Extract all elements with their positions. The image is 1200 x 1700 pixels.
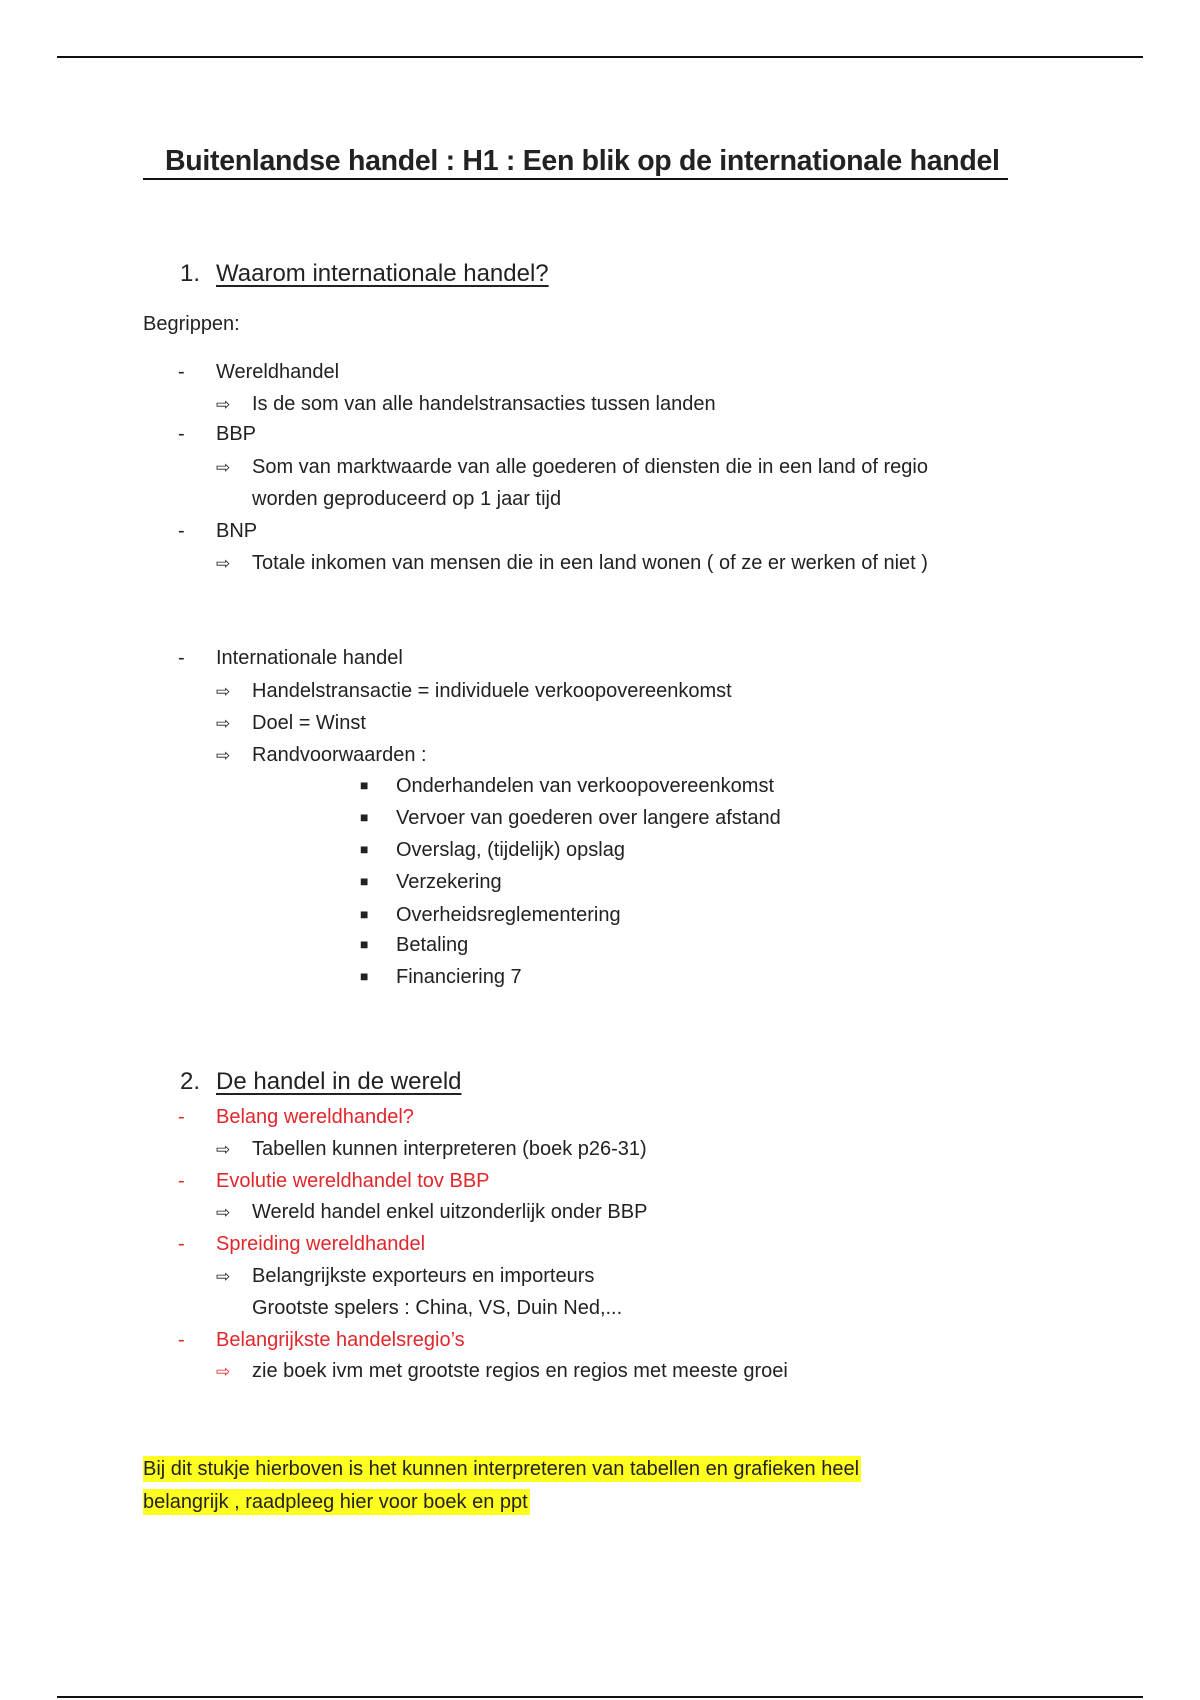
topic-note (216, 1137, 647, 1162)
square-bullet: ■ (360, 906, 369, 922)
term-item (178, 519, 257, 543)
condition-text: Overslag, (tijdelijk) opslag (396, 839, 625, 861)
note-text: Wereld handel enkel uitzonderlijk onder BBP (252, 1201, 648, 1223)
section-1-heading (180, 259, 549, 289)
section-1-title: Waarom internationale handel? (216, 260, 549, 287)
condition-item (360, 903, 621, 928)
condition-text: Vervoer van goederen over langere afstand (396, 807, 781, 829)
arrow-right-icon: ⇨ (216, 1203, 231, 1222)
point-text: Doel = Winst (252, 712, 366, 734)
section-2-number: 2. (180, 1068, 201, 1095)
point-text: Handelstransactie = individuele verkoopovereenkomst (252, 680, 732, 702)
topic-item (178, 1328, 465, 1352)
arrow-right-icon: ⇨ (216, 554, 231, 573)
point-text: Randvoorwaarden : (252, 744, 427, 766)
condition-text: Verzekering (396, 871, 502, 893)
condition-item (360, 965, 522, 990)
definition-item (216, 551, 928, 576)
term-label: Wereldhandel (216, 361, 340, 383)
condition-item (360, 838, 625, 863)
highlighted-note-line: belangrijk , raadpleeg hier voor boek en ppt (143, 1491, 528, 1513)
bottom-border-line (57, 1696, 1143, 1698)
arrow-right-icon: ⇨ (216, 714, 231, 733)
section-2-heading (180, 1067, 462, 1097)
square-bullet: ■ (360, 841, 369, 857)
definition-item (216, 392, 716, 417)
arrow-right-icon: ⇨ (216, 682, 231, 701)
topic-item (178, 1232, 425, 1256)
note-text: Tabellen kunnen interpreteren (boek p26-31) (252, 1138, 647, 1160)
concepts-label: Begrippen: (143, 313, 240, 335)
topic-label: Belangrijkste handelsregio’s (216, 1329, 465, 1351)
section-2-title: De handel in de wereld (216, 1068, 462, 1095)
note-text: zie boek ivm met grootste regios en regios met meeste groei (252, 1360, 788, 1382)
square-bullet: ■ (360, 809, 369, 825)
arrow-right-icon: ⇨ (216, 746, 231, 765)
dash-bullet: - (178, 1233, 185, 1255)
square-bullet: ■ (360, 777, 369, 793)
arrow-right-icon: ⇨ (216, 1140, 231, 1159)
square-bullet: ■ (360, 968, 369, 984)
section-1-number: 1. (180, 260, 201, 287)
point-item (216, 679, 732, 704)
topic-note (216, 1200, 647, 1225)
dash-bullet: - (178, 1329, 185, 1351)
definition-text: Is de som van alle handelstransacties tussen landen (252, 393, 716, 415)
topic-label: Evolutie wereldhandel tov BBP (216, 1170, 490, 1192)
topic-item (178, 1169, 490, 1193)
square-bullet: ■ (360, 873, 369, 889)
term-label: BBP (216, 423, 257, 445)
term-label: Internationale handel (216, 647, 403, 669)
topic-item (178, 1105, 414, 1129)
square-bullet: ■ (360, 936, 369, 952)
highlighted-note-line: Bij dit stukje hierboven is het kunnen interpreteren van tabellen en grafieken heel (143, 1458, 860, 1480)
condition-item (360, 870, 502, 895)
term-item (178, 360, 339, 384)
condition-item (360, 933, 468, 958)
term-item (178, 646, 403, 670)
definition-continuation: worden geproduceerd op 1 jaar tijd (252, 488, 562, 510)
dash-bullet: - (178, 1170, 185, 1192)
dash-bullet: - (178, 423, 185, 445)
condition-text: Onderhandelen van verkoopovereenkomst (396, 775, 775, 797)
topic-label: Spreiding wereldhandel (216, 1233, 426, 1255)
topic-label: Belang wereldhandel? (216, 1106, 414, 1128)
document-title: Buitenlandse handel : H1 : Een blik op de internationale handel (143, 144, 1008, 180)
dash-bullet: - (178, 1106, 185, 1128)
point-item (216, 711, 366, 736)
arrow-right-icon: ⇨ (216, 1267, 231, 1286)
term-item (178, 422, 256, 446)
topic-note (216, 1359, 788, 1384)
term-label: BNP (216, 520, 258, 542)
topic-note (216, 1264, 594, 1289)
point-item (216, 743, 427, 768)
condition-text: Betaling (396, 934, 469, 956)
definition-text: Totale inkomen van mensen die in een land wonen ( of ze er werken of niet ) (252, 552, 928, 574)
definition-text: Som van marktwaarde van alle goederen of diensten die in een land of regio (252, 456, 928, 478)
top-border-line (57, 56, 1143, 58)
definition-item (216, 455, 928, 480)
condition-item (360, 806, 781, 831)
condition-item (360, 774, 774, 799)
condition-text: Financiering 7 (396, 966, 522, 988)
dash-bullet: - (178, 520, 185, 542)
dash-bullet: - (178, 647, 185, 669)
note-continuation: Grootste spelers : China, VS, Duin Ned,... (252, 1297, 623, 1319)
arrow-right-icon: ⇨ (216, 1362, 231, 1381)
note-text: Belangrijkste exporteurs en importeurs (252, 1265, 595, 1287)
condition-text: Overheidsreglementering (396, 904, 621, 926)
arrow-right-icon: ⇨ (216, 395, 231, 414)
arrow-right-icon: ⇨ (216, 458, 231, 477)
dash-bullet: - (178, 361, 185, 383)
